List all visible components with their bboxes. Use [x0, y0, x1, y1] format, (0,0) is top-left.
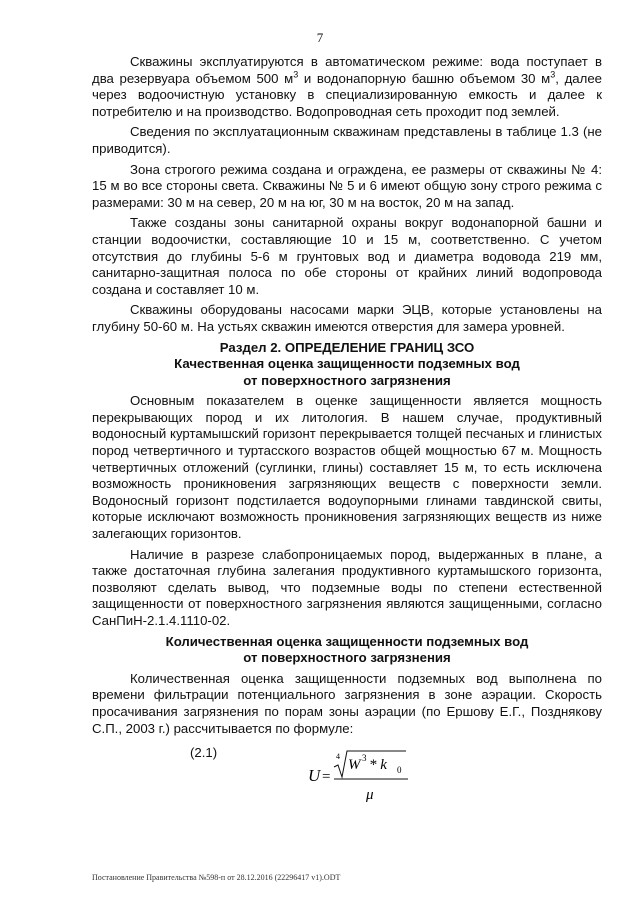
paragraph-1 [92, 54, 602, 120]
subheading-2-line-2: от поверхностного загрязнения [243, 650, 451, 666]
formula-lhs: U [308, 766, 321, 786]
formula-radicand-rest: * k [369, 757, 387, 774]
formula-root-index: 4 [336, 752, 340, 762]
p1-text-b: и водонапорную башню объемом 30 м [298, 70, 551, 86]
formula-graphic [302, 739, 422, 809]
p1-text-c: , далее через водоочистную установку в специализированную емкость и далее к потребителю и на производство. Водопроводная сеть проходит под землей. [92, 70, 602, 119]
subheading-2-line-1: Количественная оценка защищенности подземных вод [165, 633, 529, 649]
formula-radicand-w: W [348, 757, 361, 774]
paragraph-3: Зона строгого режима создана и ограждена, ее размеры от скважины № 4: 15 м во все стороны света. Скважины № 5 и 6 имеют общую зону строго режима с размерами: 30 м на север, 20 м на юг, 30 м на восток, 20 м на запад. [92, 161, 602, 210]
footer: Постановление Правительства №598-п от 28.12.2016 (22296417 v1).ODT [92, 873, 341, 882]
p1-sup-b: 3 [550, 69, 556, 80]
paragraph-6: Основным показателем в оценке защищенности является мощность перекрывающих пород и их литология. В нашем случае, продуктивный водоносный куртамышский горизонт перекрывается толщей песчаных и глинистых пород четвертичного и туртасского возрастов общей мощностью 67 м. Мощность четвертичных отложений (суглинки, глины) составляет 15 м, то есть исключена возможность проникновения загрязняющих веществ с поверхности земли. Водоносный горизонт подстилается водоупорными глинами тавдинской свиты, которые исключают возможность проникновения загрязняющих веществ из ниже залегающих горизонтов. [92, 393, 602, 542]
section-heading: Раздел 2. ОПРЕДЕЛЕНИЕ ГРАНИЦ ЗСО [219, 339, 475, 355]
paragraph-7: Наличие в разрезе слабопроницаемых пород, выдержанных в плане, а также достаточная глубина залегания продуктивного куртамышского горизонта, позволяют сделать вывод, что подземные воды по степени естественной защищенности от поверхностного загрязнения являются защищенными, согласно СанПиН-2.1.4.1110-02. [92, 546, 602, 628]
formula-radicand-exp: 3 [362, 753, 367, 764]
formula-equals: = [322, 769, 331, 786]
p1-sup-a: 3 [293, 69, 299, 80]
subheading-1-line-2: от поверхностного загрязнения [243, 372, 451, 388]
formula-radicand-sub: 0 [397, 765, 402, 776]
paragraph-8: Количественная оценка защищенности подземных вод выполнена по времени фильтрации потенциального загрязнения в зоне аэрации. Скорость просачивания загрязнения по порам зоны аэрации (по Ершову Е.Г., Позднякову С.П., 2003 г.) рассчитывается по формуле: [92, 670, 602, 736]
page-number: 7 [316, 30, 324, 45]
paragraph-2: Сведения по эксплуатационным скважинам представлены в таблице 1.3 (не приводится). [92, 124, 602, 156]
paragraph-5: Скважины оборудованы насосами марки ЭЦВ, которые установлены на глубину 50-60 м. На устьях скважин имеются отверстия для замера уровней. [92, 302, 602, 334]
formula-denominator: μ [366, 787, 374, 804]
formula-label: (2.1) [190, 745, 218, 761]
formula-block [92, 745, 602, 815]
subheading-1-line-1: Качественная оценка защищенности подземных вод [174, 356, 520, 372]
document-body [92, 54, 602, 815]
p1-text-a: Скважины эксплуатируются в автоматическом режиме: вода поступает в два резервуара объемом 500 м [92, 54, 602, 86]
paragraph-4: Также созданы зоны санитарной охраны вокруг водонапорной башни и станции водоочистки, составляющие 10 и 15 м, соответственно. С учетом отсутствия до глубины 5-6 м грунтовых вод и диаметра водовода 219 мм, санитарно-защитная полоса по обе стороны от крайних линий водопровода создана и составляет 10 м. [92, 215, 602, 297]
